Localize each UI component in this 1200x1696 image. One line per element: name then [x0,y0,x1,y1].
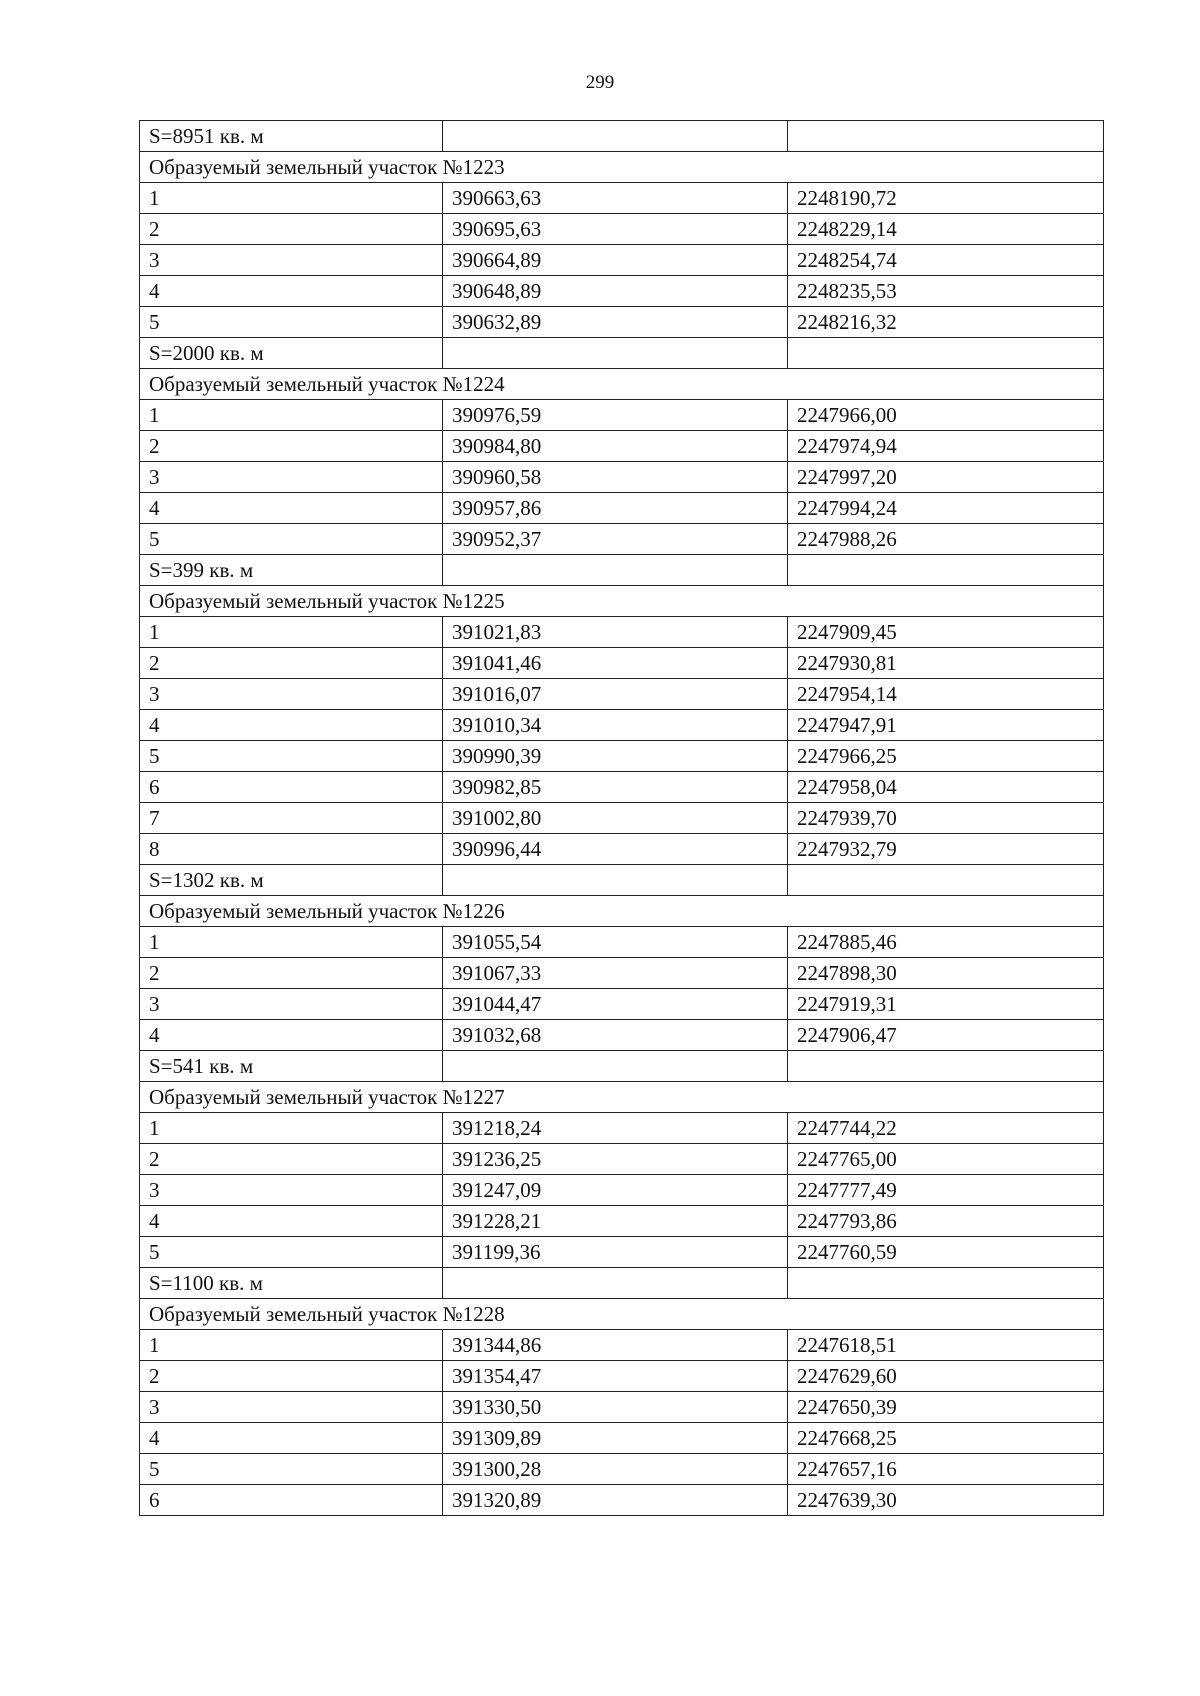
point-row [140,1423,1104,1454]
point-number: 3 [140,1175,443,1206]
coordinate-y: 2247939,70 [788,803,1104,834]
coordinate-x: 390960,58 [443,462,788,493]
empty-cell [443,338,788,369]
coordinate-y: 2247777,49 [788,1175,1104,1206]
point-number: 3 [140,1392,443,1423]
coordinate-x: 390695,63 [443,214,788,245]
empty-cell [443,1268,788,1299]
coordinate-x: 391010,34 [443,710,788,741]
coordinate-y: 2247988,26 [788,524,1104,555]
parcel-title: Образуемый земельный участок №1223 [140,152,1104,183]
coordinate-x: 391044,47 [443,989,788,1020]
point-row [140,493,1104,524]
point-row [140,741,1104,772]
coordinate-x: 391320,89 [443,1485,788,1516]
coordinate-y: 2247765,00 [788,1144,1104,1175]
coordinate-x: 391199,36 [443,1237,788,1268]
point-number: 8 [140,834,443,865]
coordinate-y: 2247974,94 [788,431,1104,462]
coordinate-y: 2247744,22 [788,1113,1104,1144]
point-row [140,803,1104,834]
coordinate-y: 2248229,14 [788,214,1104,245]
point-number: 2 [140,1361,443,1392]
empty-cell [443,865,788,896]
point-number: 4 [140,1020,443,1051]
coordinate-y: 2247958,04 [788,772,1104,803]
coordinate-x: 391309,89 [443,1423,788,1454]
page-number: 299 [585,72,615,93]
coordinate-y: 2247639,30 [788,1485,1104,1516]
coordinate-x: 391344,86 [443,1330,788,1361]
coordinate-x: 391016,07 [443,679,788,710]
point-row [140,431,1104,462]
parcel-title-row [140,896,1104,927]
point-number: 2 [140,648,443,679]
empty-cell [788,121,1104,152]
point-number: 2 [140,214,443,245]
point-row [140,679,1104,710]
parcel-area: S=1302 кв. м [140,865,443,896]
point-row [140,524,1104,555]
coordinate-y: 2247954,14 [788,679,1104,710]
point-number: 1 [140,183,443,214]
parcel-area: S=1100 кв. м [140,1268,443,1299]
point-number: 7 [140,803,443,834]
coordinate-y: 2247932,79 [788,834,1104,865]
coordinate-y: 2247885,46 [788,927,1104,958]
point-number: 4 [140,276,443,307]
coordinate-x: 390990,39 [443,741,788,772]
point-row [140,1392,1104,1423]
coordinate-x: 390664,89 [443,245,788,276]
empty-cell [788,338,1104,369]
point-row [140,214,1104,245]
empty-cell [443,1051,788,1082]
parcel-title: Образуемый земельный участок №1228 [140,1299,1104,1330]
coordinate-x: 391300,28 [443,1454,788,1485]
coordinate-x: 390952,37 [443,524,788,555]
point-row [140,989,1104,1020]
coordinates-table-body [140,121,1104,1516]
point-row [140,462,1104,493]
coordinate-x: 390957,86 [443,493,788,524]
empty-cell [443,121,788,152]
point-number: 1 [140,400,443,431]
coordinate-y: 2247898,30 [788,958,1104,989]
empty-cell [443,555,788,586]
coordinate-x: 391218,24 [443,1113,788,1144]
coordinate-x: 390663,63 [443,183,788,214]
coordinate-y: 2247966,25 [788,741,1104,772]
parcel-area: S=399 кв. м [140,555,443,586]
coordinate-x: 391247,09 [443,1175,788,1206]
coordinate-x: 390984,80 [443,431,788,462]
point-row [140,834,1104,865]
point-row [140,1330,1104,1361]
point-row [140,1020,1104,1051]
point-row [140,1237,1104,1268]
parcel-area-row [140,865,1104,896]
parcel-title: Образуемый земельный участок №1226 [140,896,1104,927]
point-row [140,617,1104,648]
point-row [140,276,1104,307]
parcel-area-row [140,338,1104,369]
parcel-title-row [140,586,1104,617]
coordinate-y: 2247793,86 [788,1206,1104,1237]
point-row [140,307,1104,338]
coordinate-y: 2247760,59 [788,1237,1104,1268]
point-row [140,772,1104,803]
point-row [140,648,1104,679]
coordinate-x: 391002,80 [443,803,788,834]
coordinate-x: 390996,44 [443,834,788,865]
coordinate-y: 2247650,39 [788,1392,1104,1423]
point-number: 3 [140,462,443,493]
coordinate-x: 391041,46 [443,648,788,679]
point-number: 5 [140,741,443,772]
coordinate-x: 390632,89 [443,307,788,338]
parcel-area-row [140,555,1104,586]
coordinate-y: 2248190,72 [788,183,1104,214]
point-number: 3 [140,679,443,710]
empty-cell [788,555,1104,586]
point-row [140,958,1104,989]
coordinate-y: 2247906,47 [788,1020,1104,1051]
empty-cell [788,1051,1104,1082]
point-number: 4 [140,493,443,524]
coordinate-x: 391032,68 [443,1020,788,1051]
coordinate-y: 2248216,32 [788,307,1104,338]
coordinate-x: 390648,89 [443,276,788,307]
point-row [140,183,1104,214]
point-number: 5 [140,307,443,338]
point-number: 5 [140,524,443,555]
parcel-area-row [140,121,1104,152]
coordinate-y: 2247629,60 [788,1361,1104,1392]
point-number: 5 [140,1237,443,1268]
coordinate-y: 2247994,24 [788,493,1104,524]
coordinate-y: 2247997,20 [788,462,1104,493]
coordinate-x: 391021,83 [443,617,788,648]
parcel-title: Образуемый земельный участок №1225 [140,586,1104,617]
parcel-area: S=541 кв. м [140,1051,443,1082]
coordinate-y: 2247668,25 [788,1423,1104,1454]
point-number: 1 [140,927,443,958]
coordinate-y: 2248235,53 [788,276,1104,307]
point-number: 6 [140,1485,443,1516]
coordinate-x: 391354,47 [443,1361,788,1392]
point-number: 2 [140,431,443,462]
point-number: 2 [140,958,443,989]
point-number: 1 [140,1330,443,1361]
parcel-title-row [140,369,1104,400]
coordinate-x: 391330,50 [443,1392,788,1423]
parcel-title-row [140,152,1104,183]
empty-cell [788,1268,1104,1299]
coordinate-y: 2247909,45 [788,617,1104,648]
empty-cell [788,865,1104,896]
point-number: 4 [140,1423,443,1454]
point-number: 5 [140,1454,443,1485]
coordinate-y: 2247947,91 [788,710,1104,741]
parcel-title: Образуемый земельный участок №1224 [140,369,1104,400]
point-row [140,1206,1104,1237]
coordinate-x: 391067,33 [443,958,788,989]
coordinate-y: 2247618,51 [788,1330,1104,1361]
coordinate-y: 2247930,81 [788,648,1104,679]
coordinate-y: 2247919,31 [788,989,1104,1020]
coordinates-table [139,120,1104,1516]
parcel-title: Образуемый земельный участок №1227 [140,1082,1104,1113]
coordinate-x: 391228,21 [443,1206,788,1237]
point-number: 3 [140,245,443,276]
point-row [140,927,1104,958]
coordinate-x: 390976,59 [443,400,788,431]
point-number: 4 [140,710,443,741]
coordinate-x: 391055,54 [443,927,788,958]
point-row [140,1361,1104,1392]
parcel-title-row [140,1082,1104,1113]
coordinate-y: 2247657,16 [788,1454,1104,1485]
parcel-area: S=2000 кв. м [140,338,443,369]
point-number: 1 [140,617,443,648]
point-row [140,710,1104,741]
point-row [140,1454,1104,1485]
point-number: 2 [140,1144,443,1175]
parcel-area: S=8951 кв. м [140,121,443,152]
point-row [140,1113,1104,1144]
point-number: 1 [140,1113,443,1144]
coordinate-x: 390982,85 [443,772,788,803]
point-number: 6 [140,772,443,803]
parcel-area-row [140,1051,1104,1082]
parcel-title-row [140,1299,1104,1330]
point-row [140,1144,1104,1175]
coordinate-x: 391236,25 [443,1144,788,1175]
point-number: 3 [140,989,443,1020]
point-row [140,1485,1104,1516]
point-number: 4 [140,1206,443,1237]
coordinate-y: 2247966,00 [788,400,1104,431]
parcel-area-row [140,1268,1104,1299]
coordinate-y: 2248254,74 [788,245,1104,276]
point-row [140,245,1104,276]
point-row [140,400,1104,431]
point-row [140,1175,1104,1206]
